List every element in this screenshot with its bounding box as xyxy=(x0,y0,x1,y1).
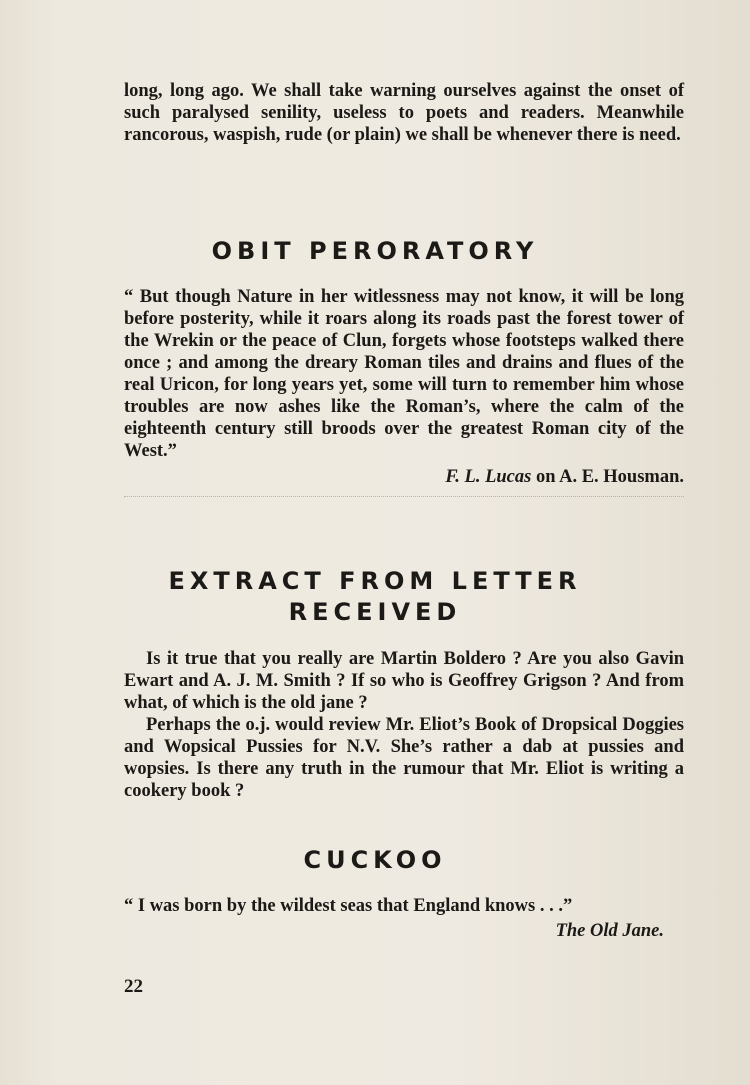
opening-paragraph: long, long ago. We shall take warning ourselves against the onset of such paralysed senility, useless to poets and readers. Meanwhile rancorous, waspish, rude (or plain) we shall be whenever there is need. xyxy=(124,81,684,145)
obit-attribution-rest: on A. E. Housman. xyxy=(531,467,684,487)
section-divider xyxy=(124,496,684,497)
cuckoo-quote: “ I was born by the wildest seas that England knows . . .” xyxy=(124,896,573,916)
extract-paragraph-2: Perhaps the o.j. would review Mr. Eliot’s Book of Dropsical Doggies and Wopsical Pussies for N.V. She’s rather a dab at pussies and wopsies. Is there any truth in the rumour that Mr. Eliot is writing a cookery book ? xyxy=(124,715,684,801)
obit-peroratory-heading: OBIT PERORATORY xyxy=(211,237,539,265)
extract-paragraph-1: Is it true that you really are Martin Boldero ? Are you also Gavin Ewart and A. J. M. Smith ? If so who is Geoffrey Grigson ? And from what, of which is the old jane ? xyxy=(124,649,684,713)
extract-heading-line1: EXTRACT FROM LETTER xyxy=(168,567,582,595)
extract-heading-line2: RECEIVED xyxy=(288,598,462,626)
obit-quote: “ But though Nature in her witlessness may not know, it will be long before posterity, while it roars along its roads past the forest tower of the Wrekin or the peace of Clun, forgets whose footsteps walked there once ; and among the dreary Roman tiles and drains and flues of the real Uricon, for long years yet, some will turn to remember him whose troubles are now ashes like the Roman’s, where the calm of the eighteenth century still broods over the greatest Roman city of the West.” xyxy=(124,287,684,461)
obit-attribution xyxy=(445,466,684,488)
cuckoo-attribution-text: The Old Jane. xyxy=(555,921,664,941)
cuckoo-heading: CUCKOO xyxy=(303,846,447,874)
obit-attribution-author: F. L. Lucas xyxy=(445,467,532,487)
cuckoo-attribution xyxy=(556,920,664,942)
page-number: 22 xyxy=(124,976,143,997)
